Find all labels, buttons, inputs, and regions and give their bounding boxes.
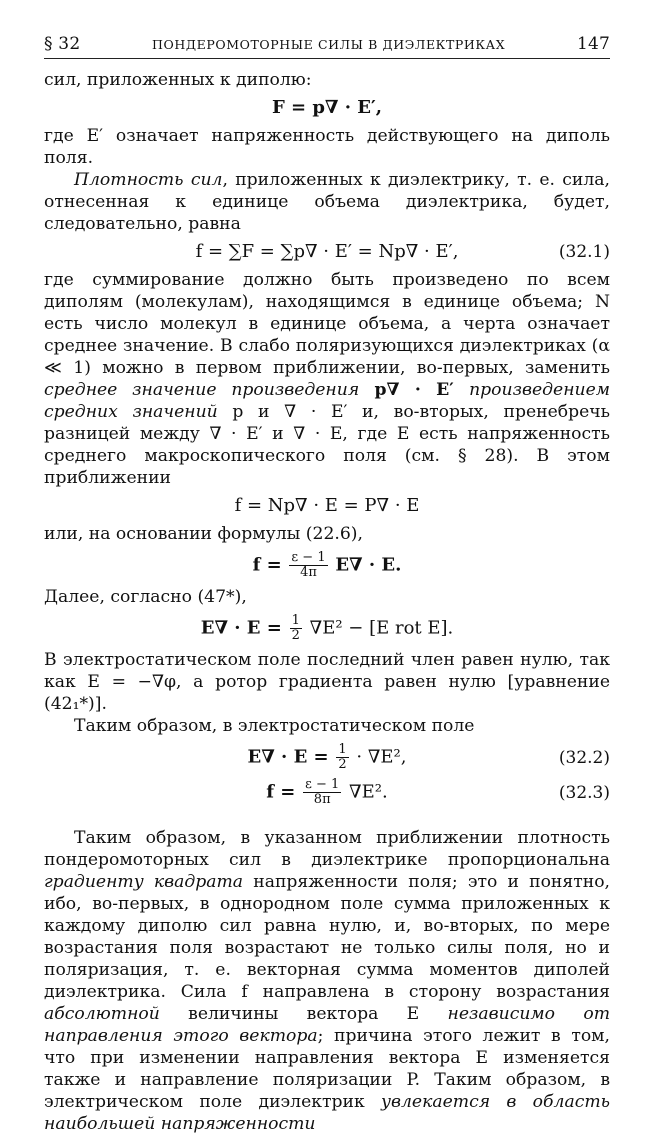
section-number: § 32 (44, 34, 81, 54)
book-page (44, 34, 610, 1135)
emphasis: независимо от направления этого вектора (44, 1004, 610, 1046)
equation-number: (32.2) (558, 747, 610, 768)
emphasis: Плотность сил (74, 170, 223, 190)
emphasis: среднее значение произведения (44, 380, 360, 400)
formula-32-1: f = ∑F = ∑p∇ · E′ = Np∇ · E′, (32.1) (195, 241, 610, 262)
paragraph: где суммирование должно быть произведено по всем диполям (молекулам), находящимся в единице объема; N есть число молекул в единице объема, а черта означает среднее значение. В слабо поляризующихся диэлектриках (α ≪ 1) можно в первом приближении, во-первых, заменить среднее значение произведения p∇ · E′ произведением средних значений p и ∇ · E′ и, во-вторых, пренебречь разницей между ∇ · E′ и ∇ · E, где E есть напряженность среднего макроскопического поля (см. § 28). В этом приближении (44, 270, 611, 488)
paragraph: Плотность сил, приложенных к диэлектрику, т. е. сила, отнесенная к единице объема диэлектрика, будет, следовательно, равна (44, 170, 610, 234)
paragraph: сил, приложенных к диполю: (44, 70, 312, 90)
page-body (44, 69, 610, 1135)
formula-32-2: E∇ · E = $\frac{1}{2}$ · ∇E², (32.2) (247, 742, 610, 772)
formula-vector-identity: E∇ · E = $\frac{1}{2}$ ∇E² − [E rot E]. (200, 613, 454, 643)
paragraph: В электростатическом поле последний член равен нулю, так как E = −∇φ, а ротор градиента равен нулю [уравнение (42₁*)]. (44, 650, 610, 714)
equation-number: (32.1) (558, 242, 610, 262)
formula-32-3: f = $\frac{\varepsilon - 1}{8\pi}$ ∇E². (32.3) (266, 777, 610, 807)
formula-dipole-force: F = p∇ · E′, (271, 97, 383, 118)
emphasis: увлекается в область наибольшей напряженности (44, 1092, 610, 1134)
page-number: 147 (576, 34, 610, 54)
paragraph: или, на основании формулы (22.6), (44, 524, 363, 544)
emphasis: произведением средних значений (44, 380, 611, 422)
emphasis: абсолютной (44, 1004, 160, 1024)
paragraph: Далее, согласно (47*), (44, 587, 247, 607)
running-header (44, 34, 610, 59)
formula-force-eps: f = $\frac{\varepsilon - 1}{4\pi}$ E∇ · E. (252, 550, 402, 580)
chapter-title: ПОНДЕРОМОТОРНЫЕ СИЛЫ В ДИЭЛЕКТРИКАХ (152, 37, 506, 52)
paragraph: Таким образом, в электростатическом поле (74, 716, 475, 736)
equation-number: (32.3) (558, 782, 610, 803)
paragraph: Таким образом, в указанном приближении плотность пондеромоторных сил в диэлектрике пропорциональна градиенту квадрата напряженности поля; это и понятно, ибо, во-первых, в однородном поле сумма приложенных к каждому диполю сил равна нулю, и, во-вторых, по мере возрастания поля возрастают не только силы поля, но и поляризация, т. е. векторная сумма моментов диполей диэлектрика. Сила f направлена в сторону возрастания абсолютной величины вектора E независимо от направления этого вектора; причина этого лежит в том, что при изменении направления вектора E изменяется также и направление поляризации P. Таким образом, в электрическом поле диэлектрик увлекается в область наибольшей напряженности (44, 828, 611, 1134)
emphasis: градиенту квадрата (44, 872, 244, 892)
formula-force-density: f = Np∇ · E = P∇ · E (234, 495, 420, 516)
paragraph: где E′ означает напряженность действующего на диполь поля. (44, 126, 610, 168)
